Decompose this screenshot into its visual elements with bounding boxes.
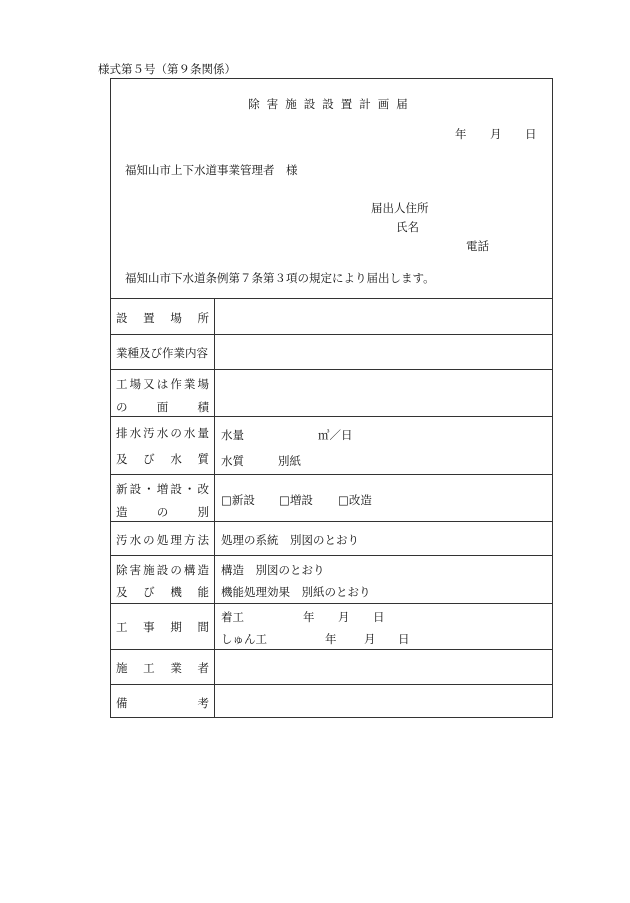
treatment-value: 処理の系統 別図のとおり — [221, 533, 359, 547]
drainage-quality-label: 水質 — [221, 454, 244, 468]
label-structure-line1: 除 害 施 設 の 構 造 — [116, 563, 209, 577]
label-area-line1: 工 場 又 は 作 業 場 — [116, 377, 209, 391]
label-remarks: 備 考 — [116, 696, 209, 710]
addressee: 福知山市上下水道事業管理者 様 — [125, 163, 298, 177]
label-treatment: 汚 水 の 処 理 方 法 — [116, 533, 209, 547]
period-end-month: 月 — [364, 632, 376, 646]
divider — [110, 298, 553, 299]
period-end-year: 年 — [325, 632, 337, 646]
period-end-label: しゅん工 — [221, 632, 267, 646]
period-end-day: 日 — [398, 632, 410, 646]
date-month: 月 — [490, 127, 502, 141]
checkbox-modify[interactable]: □改造 — [338, 493, 372, 507]
label-structure-line2: 及 び 機 能 — [116, 585, 209, 599]
divider — [110, 416, 553, 417]
label-business: 業種及び作業内容 — [116, 346, 208, 360]
drainage-quality-value: 別紙 — [278, 454, 301, 468]
label-location: 設 置 場 所 — [116, 311, 209, 325]
period-start-label: 着工 — [221, 610, 244, 624]
form-title: 除害施設設置計画届 — [248, 97, 415, 111]
divider — [110, 334, 553, 335]
divider — [110, 521, 553, 522]
divider — [110, 684, 553, 685]
structure-value-line2: 機能処理効果 別紙のとおり — [221, 585, 371, 599]
divider — [110, 369, 553, 370]
divider — [110, 555, 553, 556]
checkbox-expand[interactable]: □増設 — [279, 493, 313, 507]
label-drainage-line2: 及 び 水 質 — [116, 452, 209, 466]
label-area-line2: の 面 積 — [116, 400, 209, 414]
label-contractor: 施 工 業 者 — [116, 661, 209, 675]
date-day: 日 — [525, 127, 537, 141]
label-period: 工 事 期 間 — [116, 620, 209, 634]
statement: 福知山市下水道条例第７条第３項の規定により届出します。 — [125, 271, 435, 285]
period-start-month: 月 — [338, 610, 350, 624]
label-type-line1: 新 設 ・ 増 設 ・ 改 — [116, 482, 209, 496]
period-start-year: 年 — [303, 610, 315, 624]
divider — [110, 603, 553, 604]
column-divider — [214, 298, 215, 718]
label-drainage-line1: 排 水 汚 水 の 水 量 — [116, 426, 209, 440]
form-number-label: 様式第５号（第９条関係） — [98, 62, 236, 76]
checkbox-new[interactable]: □新設 — [221, 493, 255, 507]
applicant-address-label: 届出人住所 — [371, 201, 429, 215]
drainage-volume-label: 水量 — [221, 428, 244, 442]
applicant-name-label: 氏名 — [396, 220, 419, 234]
structure-value-line1: 構造 別図のとおり — [221, 563, 325, 577]
divider — [110, 474, 553, 475]
label-type-line2: 造 の 別 — [116, 505, 209, 519]
divider — [110, 649, 553, 650]
date-year: 年 — [455, 127, 467, 141]
drainage-volume-unit: ㎥／日 — [318, 428, 353, 442]
applicant-phone-label: 電話 — [466, 239, 489, 253]
period-start-day: 日 — [373, 610, 385, 624]
